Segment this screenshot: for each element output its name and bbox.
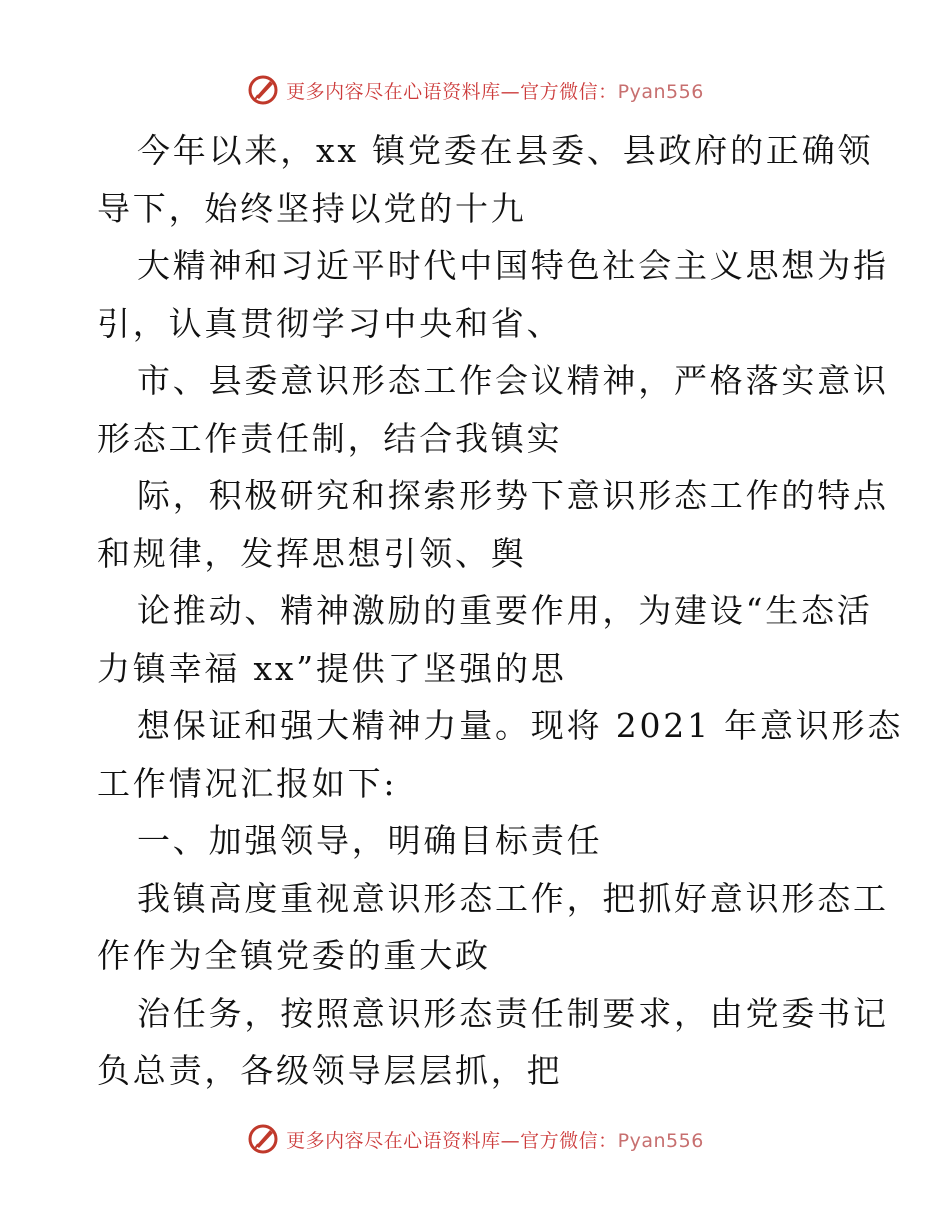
body-text-line: 和规律，发挥思想引领、舆 bbox=[97, 533, 527, 573]
header-watermark-banner bbox=[0, 70, 950, 110]
body-text-line: 负总责，各级领导层层抓，把 bbox=[97, 1051, 563, 1090]
body-text-line: 力镇幸福 xx”提供了坚强的思 bbox=[97, 648, 567, 688]
footer-watermark-banner bbox=[0, 1119, 950, 1159]
body-text-line: 论推动、精神激励的重要作用，为建设“生态活 bbox=[137, 591, 873, 630]
body-text-line: 形态工作责任制，结合我镇实 bbox=[97, 418, 563, 458]
quill-pen-logo-icon bbox=[246, 73, 280, 107]
body-text-line: 际，积极研究和探索形势下意识形态工作的特点 bbox=[137, 476, 889, 515]
body-text-line: 一、加强领导，明确目标责任 bbox=[137, 821, 603, 860]
quill-pen-logo-icon bbox=[246, 1122, 280, 1156]
document-body bbox=[97, 122, 904, 1100]
footer-banner-label: 更多内容尽在心语资料库—官方微信： bbox=[286, 1129, 618, 1152]
footer-banner-handle: Pyan556 bbox=[617, 1129, 704, 1152]
body-text-line: 市、县委意识形态工作会议精神，严格落实意识 bbox=[137, 361, 889, 400]
footer-banner-text bbox=[286, 1126, 704, 1153]
body-text-line: 治任务，按照意识形态责任制要求，由党委书记 bbox=[137, 993, 889, 1033]
header-banner-text bbox=[286, 77, 704, 104]
body-text-line: 想保证和强大精神力量。现将 2021 年意识形态 bbox=[137, 706, 904, 745]
body-text-line: 我镇高度重视意识形态工作，把抓好意识形态工 bbox=[137, 878, 889, 918]
body-text-line: 引，认真贯彻学习中央和省、 bbox=[97, 303, 563, 343]
body-text-line: 工作情况汇报如下: bbox=[97, 763, 398, 803]
header-banner-handle: Pyan556 bbox=[617, 80, 704, 103]
header-banner-label: 更多内容尽在心语资料库—官方微信： bbox=[286, 80, 618, 103]
body-text-line: 作作为全镇党委的重大政 bbox=[97, 936, 491, 975]
body-text-line: 导下，始终坚持以党的十九 bbox=[97, 188, 527, 228]
body-text-line: 今年以来，xx 镇党委在县委、县政府的正确领 bbox=[137, 131, 874, 170]
body-text-line: 大精神和习近平时代中国特色社会主义思想为指 bbox=[137, 246, 889, 285]
